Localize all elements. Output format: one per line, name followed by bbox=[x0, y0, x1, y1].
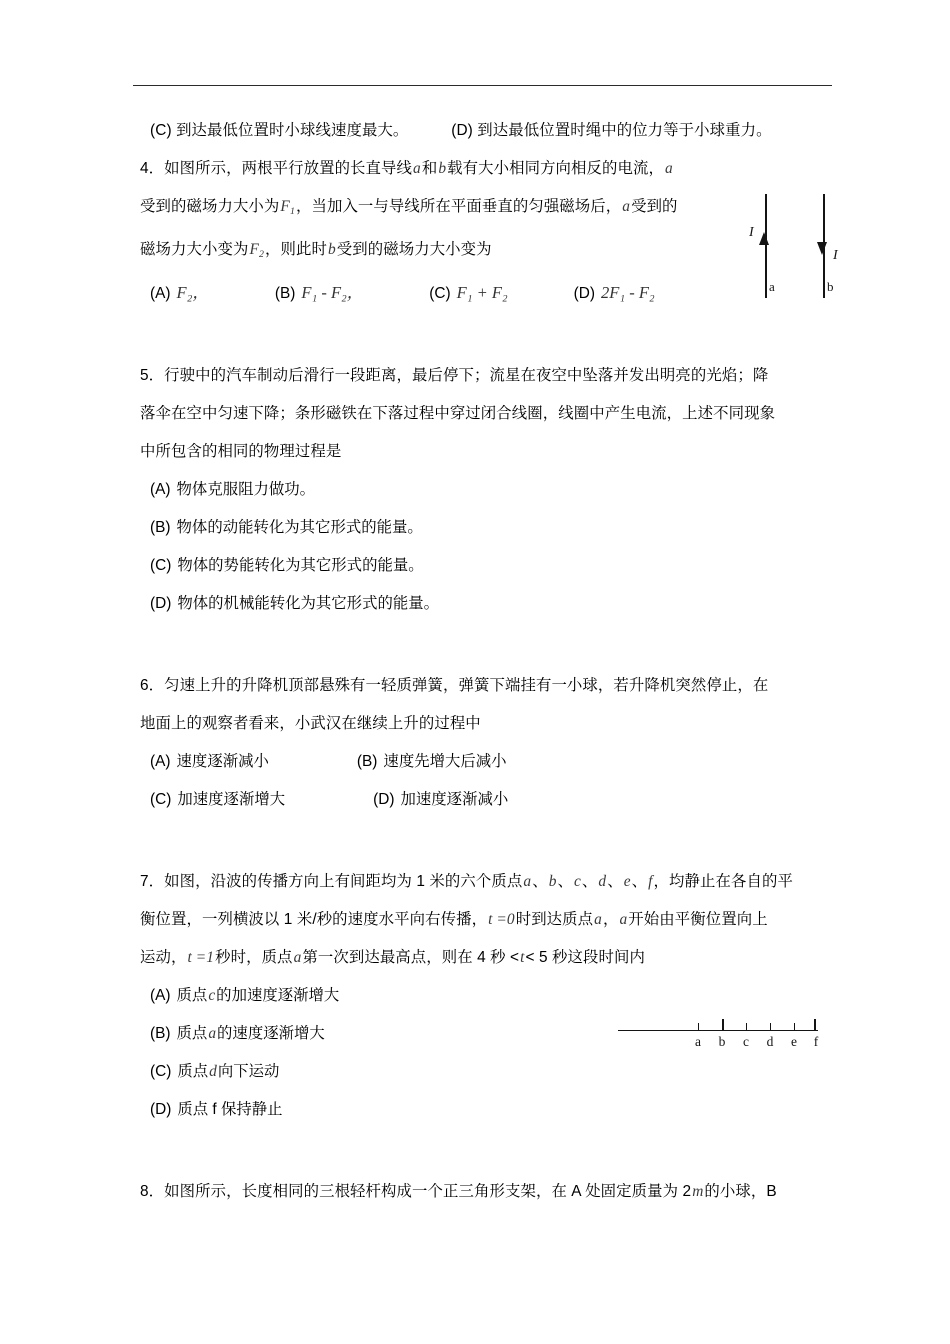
q7-text-2b: 时到达质点 bbox=[515, 910, 594, 928]
wave-label-c: c bbox=[743, 1034, 749, 1049]
q4-dot: ． bbox=[148, 160, 165, 177]
q7-sep-5: 、 bbox=[631, 872, 648, 890]
q7-option-c-post: 向下运动 bbox=[217, 1062, 280, 1080]
q6-line-1 bbox=[140, 667, 840, 705]
q4-text-3a: 磁场力大小变为 bbox=[140, 240, 249, 258]
wave-tick-b bbox=[722, 1019, 724, 1031]
q7-option-d[interactable] bbox=[140, 1091, 840, 1129]
q4-var-a: a bbox=[413, 160, 421, 177]
q5-dot: ． bbox=[148, 366, 165, 384]
q7-text-2c: ， bbox=[602, 910, 619, 928]
wave-tick-e bbox=[794, 1023, 795, 1031]
q7-sep-3: 、 bbox=[581, 872, 598, 890]
q5-option-a-label: (A) bbox=[150, 480, 171, 498]
q4-option-b-label: (B) bbox=[274, 284, 296, 302]
q4-var-a2: a bbox=[665, 160, 673, 177]
q4-line-1 bbox=[140, 150, 840, 188]
q6-option-a-text: 速度逐渐减小 bbox=[176, 752, 269, 770]
q7-text-2a: 衡位置，一列横波以 1 米/秒的速度水平向右传播， bbox=[140, 910, 488, 928]
q8-var-m: m bbox=[692, 1182, 704, 1200]
q7-point-c: c bbox=[573, 872, 581, 890]
q4-option-c-label: (C) bbox=[429, 284, 451, 302]
q7-text-3d: < 5 秒这段时间内 bbox=[525, 948, 645, 966]
q8-number: 8 bbox=[140, 1182, 149, 1200]
q6-option-a[interactable] bbox=[150, 753, 269, 770]
q7-text-3a: 运动， bbox=[140, 948, 187, 966]
wave-label-b: b bbox=[718, 1034, 726, 1049]
wave-axis-line bbox=[618, 1030, 818, 1031]
current-label-a: I bbox=[749, 225, 754, 240]
q7-option-a-var: c bbox=[208, 986, 216, 1004]
q7-var-a: a bbox=[594, 910, 602, 928]
q8-line-1 bbox=[140, 1173, 840, 1211]
wave-label-a: a bbox=[695, 1034, 701, 1049]
q7-line-1 bbox=[140, 863, 840, 901]
q5-line-1 bbox=[140, 357, 840, 395]
q7-option-b-var: a bbox=[208, 1024, 217, 1042]
q7-var-t: t bbox=[520, 948, 525, 966]
q5-option-d-label: (D) bbox=[150, 594, 172, 612]
q3-option-c-text: 到达最低位置时小球线速度最大。 bbox=[176, 122, 409, 139]
figure-two-parallel-wires bbox=[745, 190, 845, 302]
q3-option-d-text: 到达最低位置时绳中的位力等于小球重力。 bbox=[477, 122, 772, 139]
q7-option-b-label: (B) bbox=[150, 1024, 171, 1042]
q5-option-c-label: (C) bbox=[150, 556, 172, 574]
q6-line-2: 地面上的观察者看来，小武汉在继续上升的过程中 bbox=[140, 714, 481, 732]
wave-tick-d bbox=[770, 1023, 771, 1031]
spacer-q7-q8 bbox=[140, 1129, 840, 1173]
header-rule bbox=[133, 85, 832, 86]
q5-option-b-label: (B) bbox=[150, 518, 171, 536]
q5-text-1: 行驶中的汽车制动后滑行一段距离，最后停下；流星在夜空中坠落并发出明亮的光焰；降 bbox=[164, 366, 769, 384]
q7-point-e: e bbox=[623, 872, 631, 890]
q5-option-d[interactable] bbox=[140, 585, 840, 623]
q6-option-d-label: (D) bbox=[373, 790, 395, 808]
q3-option-c-label: (C) bbox=[150, 122, 172, 139]
q7-text-2d: 开始由平衡位置向上 bbox=[628, 910, 768, 928]
q7-option-a-pre: 质点 bbox=[176, 986, 208, 1004]
q6-option-b-label: (B) bbox=[356, 752, 378, 770]
q7-sep-2: 、 bbox=[557, 872, 573, 890]
q8-dot: ． bbox=[148, 1182, 165, 1200]
q4-text-3b: ，则此时 bbox=[264, 240, 327, 258]
wave-label-e: e bbox=[791, 1034, 797, 1049]
spacer-q4-q5 bbox=[140, 313, 840, 357]
q4-text-1a: 如图所示，两根平行放置的长直导线 bbox=[164, 160, 413, 177]
q5-number: 5 bbox=[140, 366, 149, 384]
q4-option-b[interactable] bbox=[274, 282, 364, 302]
q7-var-a3: a bbox=[293, 948, 302, 966]
wave-tick-c bbox=[746, 1023, 747, 1031]
q5-option-b-text: 物体的动能转化为其它形式的能量。 bbox=[176, 518, 423, 536]
q7-option-d-label: (D) bbox=[150, 1100, 172, 1118]
q4-text-2c: 受到的 bbox=[631, 198, 678, 215]
q7-option-c-var: d bbox=[209, 1062, 217, 1080]
q7-line-3 bbox=[140, 939, 840, 977]
q7-sep-1: 、 bbox=[532, 872, 548, 890]
q7-point-b: b bbox=[548, 872, 557, 890]
figure-wave-axis-points bbox=[618, 1012, 823, 1056]
q6-text-1: 匀速上升的升降机顶部悬殊有一轻质弹簧，弹簧下端挂有一小球，若升降机突然停止，在 bbox=[164, 676, 769, 694]
q5-option-c-text: 物体的势能转化为其它形式的能量。 bbox=[177, 556, 424, 574]
q4-text-1c: 载有大小相同方向相反的电流， bbox=[447, 160, 664, 177]
q7-expr-t1: t =1 bbox=[187, 948, 215, 966]
q6-dot: ． bbox=[148, 676, 165, 694]
q6-option-d-text: 加速度逐渐减小 bbox=[400, 790, 509, 808]
q4-text-3c: 受到的磁场力大小变为 bbox=[336, 240, 492, 258]
q5-option-a-text: 物体克服阻力做功。 bbox=[176, 480, 316, 498]
q7-number: 7 bbox=[140, 872, 149, 890]
spacer-q5-q6 bbox=[140, 623, 840, 667]
q4-option-b-expr: F₁ - F₂， bbox=[301, 282, 364, 302]
q7-option-d-pre: 质点 f 保持静止 bbox=[177, 1100, 283, 1118]
q4-text-2b: ，当加入一与导线所在平面垂直的匀强磁场后， bbox=[295, 198, 622, 215]
q4-var-b: b bbox=[438, 160, 447, 177]
q5-option-b[interactable] bbox=[140, 509, 840, 547]
q6-option-d[interactable] bbox=[373, 791, 508, 808]
spacer-q6-q7 bbox=[140, 819, 840, 863]
q3-trailing-options bbox=[140, 112, 840, 150]
q7-option-c-label: (C) bbox=[150, 1062, 172, 1080]
wave-label-d: d bbox=[766, 1034, 774, 1049]
q4-option-d-label: (D) bbox=[573, 284, 596, 302]
q5-option-a[interactable] bbox=[140, 471, 840, 509]
wave-tick-f bbox=[814, 1019, 816, 1031]
q8-text-1b: 的小球，B bbox=[704, 1182, 777, 1200]
q5-option-d-text: 物体的机械能转化为其它形式的能量。 bbox=[177, 594, 440, 612]
wire-label-b: b bbox=[827, 279, 834, 294]
q4-symbol-f2: $F_2$ bbox=[249, 240, 264, 260]
q7-option-c[interactable] bbox=[140, 1053, 840, 1091]
q4-option-a-label: (A) bbox=[150, 284, 171, 302]
q6-options-row-1 bbox=[140, 743, 840, 781]
q4-var-a3: a bbox=[622, 198, 631, 215]
q3-option-d-label: (D) bbox=[451, 122, 473, 139]
q6-option-a-label: (A) bbox=[150, 752, 171, 770]
q7-option-a-label: (A) bbox=[150, 986, 171, 1004]
q7-point-d: d bbox=[598, 872, 607, 890]
q7-expr-t0: t =0 bbox=[488, 910, 515, 928]
current-arrow-up-icon bbox=[759, 232, 769, 245]
q5-line-2: 落伞在空中匀速下降；条形磁铁在下落过程中穿过闭合线圈，线圈中产生电流，上述不同现象 bbox=[140, 404, 776, 422]
q7-option-a-post: 的加速度逐渐增大 bbox=[216, 986, 340, 1004]
current-arrow-down-icon bbox=[817, 242, 827, 255]
q4-line-2 bbox=[140, 188, 840, 231]
wire-label-a: a bbox=[769, 279, 775, 294]
q4-option-a[interactable] bbox=[150, 282, 209, 302]
q7-option-a[interactable] bbox=[140, 977, 840, 1015]
q6-option-c[interactable] bbox=[150, 791, 285, 808]
q7-option-b-post: 的速度逐渐增大 bbox=[217, 1024, 325, 1042]
wave-tick-a bbox=[698, 1023, 699, 1031]
q6-number: 6 bbox=[140, 676, 149, 694]
q4-option-c-expr: F₁ + F₂ bbox=[456, 282, 508, 302]
q7-point-f: f bbox=[648, 872, 653, 890]
q8-text-1a: 如图所示，长度相同的三根轻杆构成一个正三角形支架，在 A 处固定质量为 2 bbox=[164, 1182, 692, 1200]
current-label-b: I bbox=[833, 248, 838, 263]
q4-options-row bbox=[140, 274, 840, 313]
q6-options-row-2 bbox=[140, 781, 840, 819]
q4-symbol-f1: $F_1$ bbox=[280, 198, 295, 217]
q7-var-a2: a bbox=[619, 910, 628, 928]
q7-option-c-pre: 质点 bbox=[177, 1062, 209, 1080]
q7-text-3b: 秒时，质点 bbox=[215, 948, 293, 966]
q7-sep-4: 、 bbox=[607, 872, 623, 890]
q4-option-a-expr: F₂， bbox=[176, 282, 209, 302]
q4-number: 4 bbox=[140, 160, 149, 177]
q4-option-d-expr: 2F₁ - F₂ bbox=[601, 282, 655, 302]
q5-line-3: 中所包含的相同的物理过程是 bbox=[140, 442, 342, 460]
q7-point-a: a bbox=[523, 872, 532, 890]
q6-option-c-text: 加速度逐渐增大 bbox=[177, 790, 286, 808]
q6-option-b-text: 速度先增大后减小 bbox=[383, 752, 507, 770]
q4-line-3 bbox=[140, 231, 840, 274]
q4-option-c[interactable] bbox=[429, 282, 508, 302]
q7-line-2 bbox=[140, 901, 840, 939]
q4-var-b2: b bbox=[327, 240, 336, 258]
wire-a-line bbox=[765, 194, 767, 298]
q7-option-b-pre: 质点 bbox=[176, 1024, 208, 1042]
q6-option-c-label: (C) bbox=[150, 790, 172, 808]
q4-text-1b: 和 bbox=[421, 160, 438, 177]
q7-text-1a: 如图，沿波的传播方向上有间距均为 1 米的六个质点 bbox=[164, 872, 523, 890]
q6-option-b[interactable] bbox=[357, 753, 507, 770]
q7-text-1b: ，均静止在各自的平 bbox=[653, 872, 793, 890]
q5-option-c[interactable] bbox=[140, 547, 840, 585]
q4-option-d[interactable] bbox=[573, 282, 655, 302]
wave-label-f: f bbox=[813, 1034, 819, 1049]
q4-text-2a: 受到的磁场力大小为 bbox=[140, 198, 280, 215]
q7-dot: ． bbox=[148, 872, 165, 890]
q7-text-3c: 第一次到达最高点，则在 4 秒 < bbox=[302, 948, 520, 966]
